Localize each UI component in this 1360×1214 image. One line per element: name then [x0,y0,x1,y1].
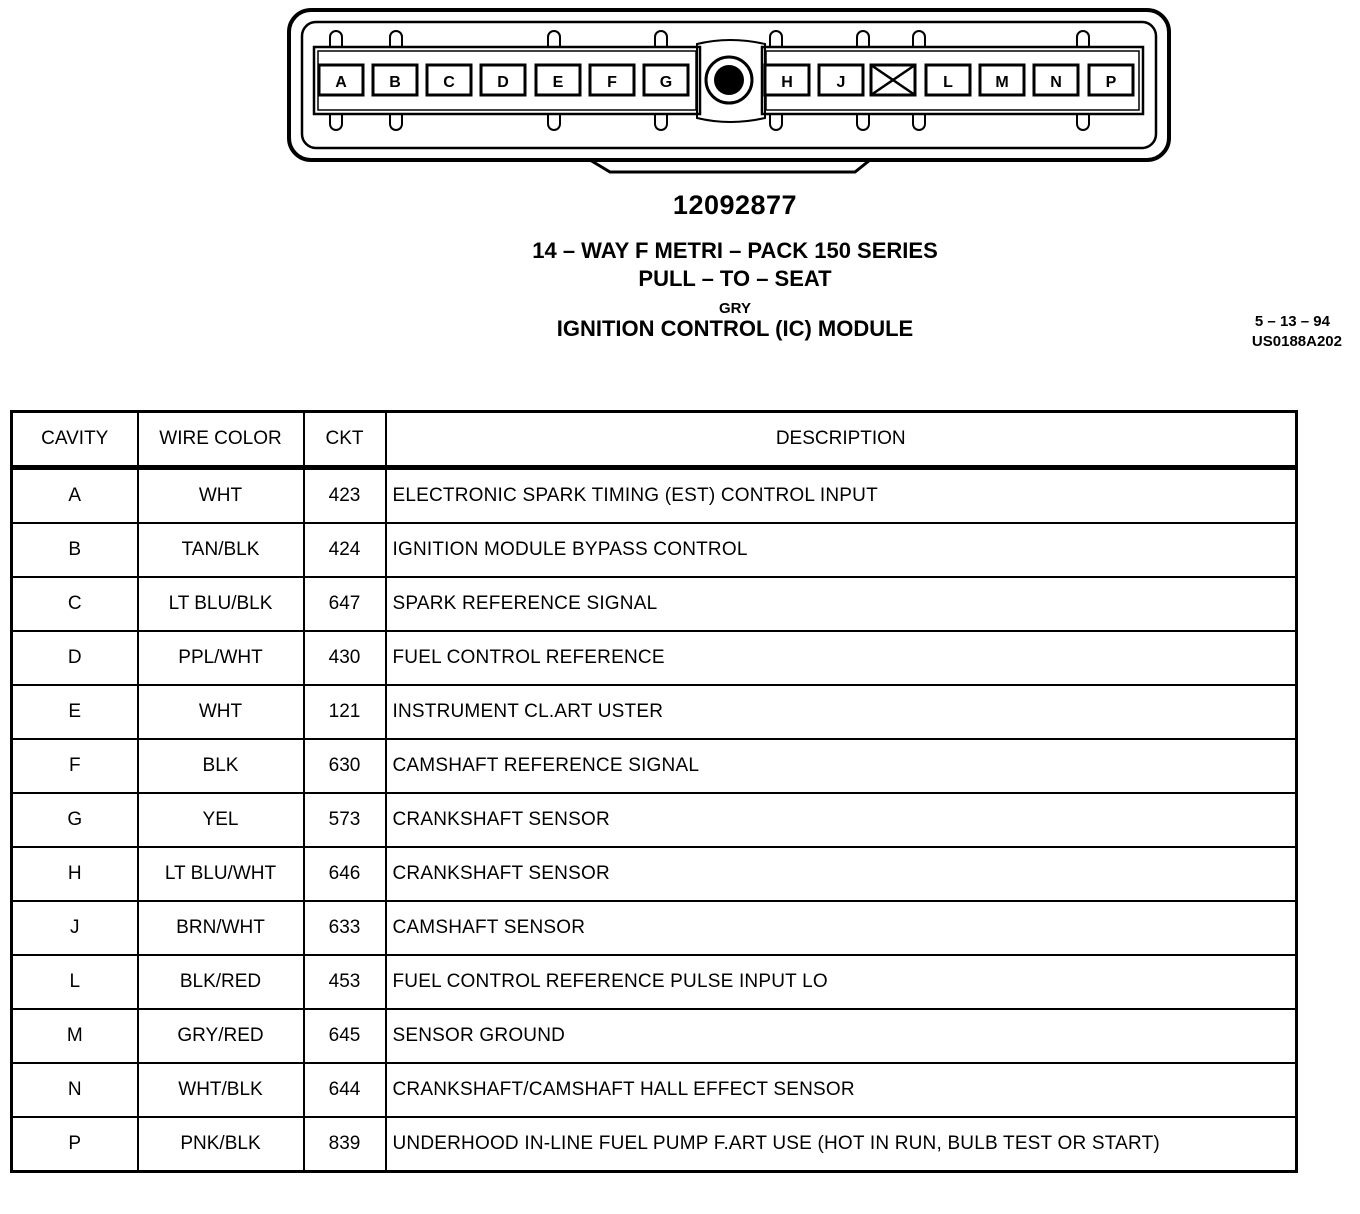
cell-cavity: G [12,793,138,847]
connector-type: 14 – WAY F METRI – PACK 150 SERIES [532,238,938,263]
cell-cavity: N [12,1063,138,1117]
cell-ckt: 645 [304,1009,386,1063]
cavity-label: L [943,74,953,91]
cell-description: IGNITION MODULE BYPASS CONTROL [386,523,1297,577]
cavity-n [1034,65,1078,95]
cell-cavity: P [12,1117,138,1172]
cell-cavity: B [12,523,138,577]
cavity-b [373,65,417,95]
cell-wire-color: LT BLU/WHT [138,847,304,901]
cell-wire-color: BRN/WHT [138,901,304,955]
cell-wire-color: WHT [138,685,304,739]
cavity-label: M [995,74,1009,91]
table-row [12,1063,1297,1117]
cavity-g [644,65,688,95]
cell-ckt: 430 [304,631,386,685]
cell-description: CRANKSHAFT SENSOR [386,847,1297,901]
cavity-label: A [335,74,347,91]
cell-description: SPARK REFERENCE SIGNAL [386,577,1297,631]
cavity-j [819,65,863,95]
table-row [12,685,1297,739]
cell-ckt: 647 [304,577,386,631]
cavity-label: N [1050,74,1062,91]
center-bolt-icon [706,57,752,103]
cavity-label: H [781,74,793,91]
cavity-a [319,65,363,95]
cell-description: ELECTRONIC SPARK TIMING (EST) CONTROL INPUT [386,468,1297,524]
column-header-cavity: CAVITY [12,412,138,468]
cavity-label: C [443,74,455,91]
cell-ckt: 644 [304,1063,386,1117]
cavity-label: D [497,74,509,91]
drawing-ref-code: US0188A202 [1251,333,1342,350]
cell-ckt: 633 [304,901,386,955]
cell-wire-color: WHT/BLK [138,1063,304,1117]
column-header-description: DESCRIPTION [386,412,1297,468]
cavity-label: F [607,74,617,91]
cell-wire-color: PPL/WHT [138,631,304,685]
cell-cavity: H [12,847,138,901]
cavity-m [980,65,1024,95]
cavity-l [926,65,970,95]
cell-cavity: L [12,955,138,1009]
cell-wire-color: YEL [138,793,304,847]
cell-ckt: 453 [304,955,386,1009]
table-row [12,901,1297,955]
cavity-h [765,65,809,95]
table-row [12,468,1297,524]
cavity-label: B [389,74,401,91]
cell-description: FUEL CONTROL REFERENCE [386,631,1297,685]
table-header-row [12,412,1297,468]
cell-wire-color: LT BLU/BLK [138,577,304,631]
table-row [12,739,1297,793]
cavity-label: J [836,74,846,91]
blocked-cavity-icon [871,65,915,95]
table-row [12,631,1297,685]
cell-wire-color: WHT [138,468,304,524]
cavity-label: E [552,74,564,91]
cavity-label: P [1105,74,1117,91]
cell-cavity: C [12,577,138,631]
housing-color: GRY [719,300,751,317]
cavity-f [590,65,634,95]
column-header-wire-color: WIRE COLOR [138,412,304,468]
part-number: 12092877 [672,190,798,220]
cell-ckt: 630 [304,739,386,793]
drawing-date: 5 – 13 – 94 [1254,313,1330,330]
cell-wire-color: BLK/RED [138,955,304,1009]
cell-wire-color: GRY/RED [138,1009,304,1063]
cell-ckt: 423 [304,468,386,524]
cell-wire-color: BLK [138,739,304,793]
seat-type: PULL – TO – SEAT [638,266,832,291]
table-row [12,1117,1297,1172]
module-name: IGNITION CONTROL (IC) MODULE [556,316,914,341]
table-row [12,1009,1297,1063]
cell-cavity: A [12,468,138,524]
cell-cavity: F [12,739,138,793]
cell-ckt: 839 [304,1117,386,1172]
cell-description: INSTRUMENT CL.ART USTER [386,685,1297,739]
cavity-c [427,65,471,95]
cell-ckt: 646 [304,847,386,901]
cell-ckt: 424 [304,523,386,577]
cavity-label: G [659,74,673,91]
cell-wire-color: TAN/BLK [138,523,304,577]
cell-cavity: E [12,685,138,739]
connector-diagram [0,0,1360,185]
table-row [12,955,1297,1009]
cell-description: CAMSHAFT SENSOR [386,901,1297,955]
cell-description: FUEL CONTROL REFERENCE PULSE INPUT LO [386,955,1297,1009]
cell-ckt: 121 [304,685,386,739]
cell-description: UNDERHOOD IN-LINE FUEL PUMP F.ART USE (HOT IN RUN, BULB TEST OR START) [386,1117,1297,1172]
cell-description: CRANKSHAFT SENSOR [386,793,1297,847]
cell-description: CAMSHAFT REFERENCE SIGNAL [386,739,1297,793]
cell-wire-color: PNK/BLK [138,1117,304,1172]
cell-cavity: M [12,1009,138,1063]
cavity-e [536,65,580,95]
cell-description: CRANKSHAFT/CAMSHAFT HALL EFFECT SENSOR [386,1063,1297,1117]
cell-cavity: J [12,901,138,955]
pinout-table [10,410,1298,1173]
table-row [12,523,1297,577]
cell-cavity: D [12,631,138,685]
cell-description: SENSOR GROUND [386,1009,1297,1063]
table-row [12,577,1297,631]
cavity-d [481,65,525,95]
column-header-ckt: CKT [304,412,386,468]
cavity-p [1089,65,1133,95]
cell-ckt: 573 [304,793,386,847]
table-row [12,847,1297,901]
table-row [12,793,1297,847]
